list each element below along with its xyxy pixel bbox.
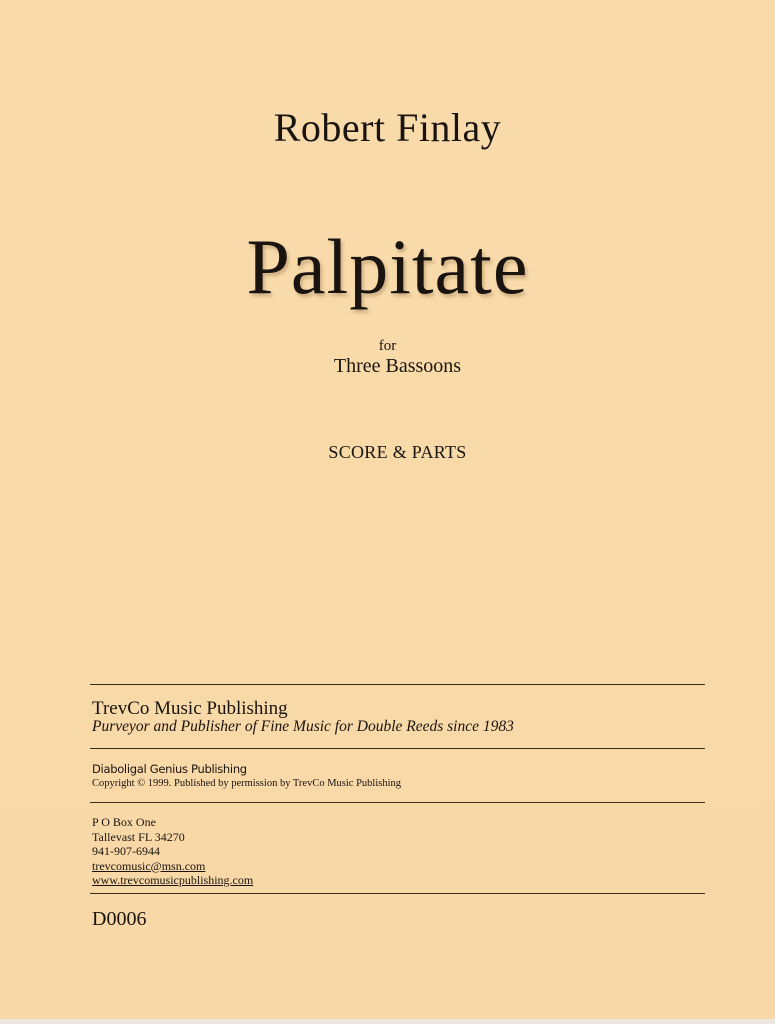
email-link[interactable]: trevcomusic@msn.com [92, 858, 206, 873]
address-city-line: Tallevast FL 34270 [92, 829, 185, 844]
address-line: P O Box One [92, 815, 156, 829]
divider-rule [90, 802, 705, 803]
publisher-name: TrevCo Music Publishing [92, 698, 288, 719]
edition-label: SCORE & PARTS [328, 442, 467, 462]
publisher-tagline: Purveyor and Publisher of Fine Music for Double Reeds since 1983 [92, 718, 514, 735]
divider-rule [90, 748, 705, 749]
website-link[interactable]: www.trevcomusicpublishing.com [92, 873, 254, 887]
composer-name: Robert Finlay [273, 105, 502, 150]
for-label: for [378, 338, 397, 354]
imprint-name: Diaboligal Genius Publishing [92, 762, 247, 776]
publisher-address [92, 815, 253, 888]
piece-title: Palpitate [246, 223, 529, 310]
instrumentation: Three Bassoons [333, 355, 462, 377]
copyright-notice: Copyright © 1999. Published by permission by TrevCo Music Publishing [92, 778, 402, 789]
phone-number: 941-907-6944 [92, 844, 160, 858]
divider-rule [90, 893, 705, 894]
divider-rule [90, 684, 705, 685]
page-edge [0, 1019, 775, 1024]
catalog-number: D0006 [92, 908, 147, 930]
